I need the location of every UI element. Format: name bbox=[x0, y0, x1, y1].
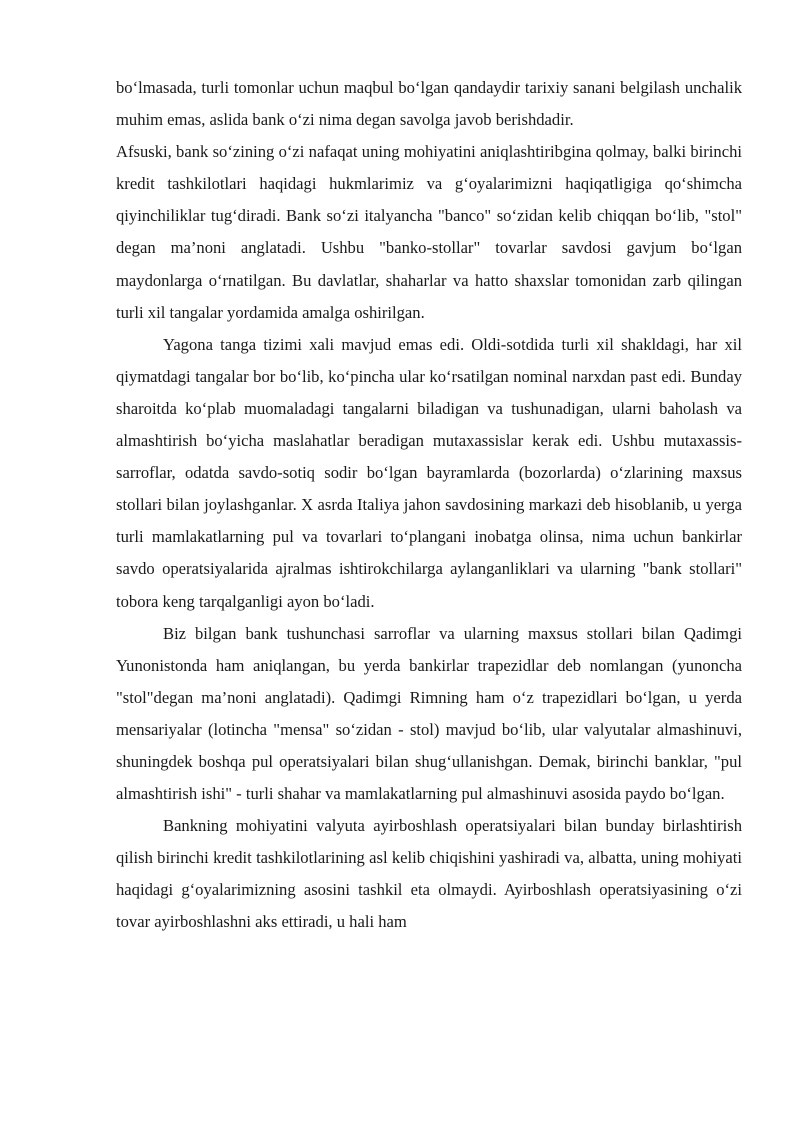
paragraph-1: bo‘lmasada, turli tomonlar uchun maqbul bo‘lgan qandaydir tarixiy sanani belgilash unchalik muhim emas, aslida bank o‘zi nima degan savolga javob berishdadir. bbox=[116, 78, 742, 130]
paragraph-2: Afsuski, bank so‘zining o‘zi nafaqat uning mohiyatini aniqlashtiribgina qolmay, balki birinchi kredit tashkilotlari haqidagi hukmlarimiz va g‘oyalarimizni haqiqatligiga qo‘shimcha qiyinchiliklar tug‘diradi. Bank so‘zi italyancha "banco" so‘zidan kelib chiqqan bo‘lib, "stol" degan ma’noni anglatadi. Ushbu "banko-stollar" tovarlar savdosi gavjum bo‘lgan maydonlarga o‘rnatilgan. Bu davlatlar, shaharlar va hatto shaxslar tomonidan zarb qilingan turli xil tangalar yordamida amalga oshirilgan. bbox=[116, 142, 742, 322]
paragraph-4: Biz bilgan bank tushunchasi sarroflar va ularning maxsus stollari bilan Qadimgi Yunonistonda ham aniqlangan, bu yerda bankirlar trapezidlar deb nomlangan (yunoncha "stol"degan ma’noni anglatadi). Qadimgi Rimning ham o‘z trapezidlari bo‘lgan, u yerda mensariyalar (lotincha "mensa" so‘zidan - stol) mavjud bo‘lib, ular valyutalar almashinuvi, shuningdek boshqa pul operatsiyalari bilan shug‘ullanishgan. Demak, birinchi banklar, "pul almashtirish ishi" - turli shahar va mamlakatlarning pul almashinuvi asosida paydo bo‘lgan. bbox=[116, 623, 742, 804]
document-page bbox=[116, 72, 742, 939]
paragraph-3: Yagona tanga tizimi xali mavjud emas edi. Oldi-sotdida turli xil shakldagi, har xil qiymatdagi tangalar bor bo‘lib, ko‘pincha ular ko‘rsatilgan nominal narxdan past edi. Bunday sharoitda ko‘plab muomaladagi tangalarni biladigan va tushunadigan, ularni baholash va almashtirish bo‘yicha maslahatlar beradigan mutaxassislar kerak edi. Ushbu mutaxassis-sarroflar, odatda savdo-sotiq sodir bo‘lgan bayramlarda (bozorlarda) o‘zlarining maxsus stollari bilan joylashganlar. X asrda Italiya jahon savdosining markazi deb hisoblanib, u yerga turli mamlakatlarning pul va tovarlari to‘plangani inobatga olinsa, nima uchun bankirlar savdo operatsiyalarida ajralmas ishtirokchilarga aylanganliklari va ularning "bank stollari" tobora keng tarqalganligi ayon bo‘ladi. bbox=[116, 334, 742, 611]
paragraph-5: Bankning mohiyatini valyuta ayirboshlash operatsiyalari bilan bunday birlashtirish qilish birinchi kredit tashkilotlarining asl kelib chiqishini yashiradi va, albatta, uning mohiyati haqidagi g‘oyalarimizning asosini tashkil eta olmaydi. Ayirboshlash operatsiyasining o‘zi tovar ayirboshlashni aks ettiradi, u hali ham bbox=[116, 816, 742, 932]
